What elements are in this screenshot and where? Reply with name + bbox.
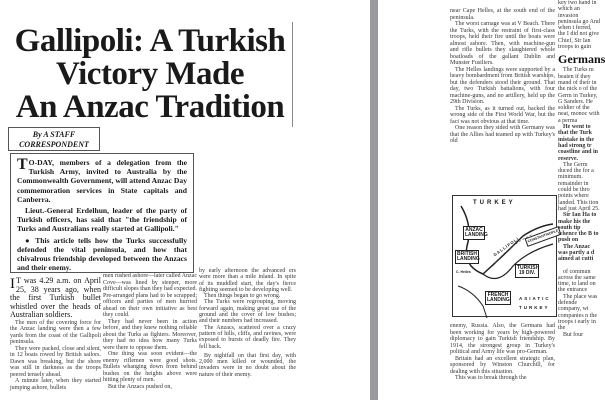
headline-line: An Anzac Tradition [15, 89, 285, 125]
paragraph: One thing was soon evident—the enemy riflemen were good shots. Bullets whanging down from behind bushes on the heights above were hitting plenty of men. [103, 351, 197, 383]
paragraph: But the Anzacs pushed on, [108, 383, 172, 390]
map-label: ASIATIC TURKEY [519, 296, 551, 310]
paragraph: The Anzac was partly a d aimed at cutti [558, 243, 595, 263]
page-divider-scrollbar[interactable] [370, 0, 378, 400]
intro-paragraph: O-DAY, members of a delegation from the Turkish Army, invited to Australia by the Commonwealth Government, will attend Anzac Day commemoration services in State capitals and Canberra. [17, 158, 187, 204]
paragraph: by early afternoon the advanced ers were more than a mile inland. In spite of its muddled start, the day's fierce fighting seemed to be developing well. [199, 268, 296, 293]
paragraph: The Turks were regrouping, moving forward again, making great use of the ground and the cover of low bushes; and their numbers had increased. [199, 299, 296, 325]
paragraph: men rushed ashore—later called Anzac Cove—was lined by steeper, more difficult slopes than they had expected. Pre-arranged plans had to be scrapped; officers and parties of men hurried ahead on their own initiative as best they could. [103, 273, 197, 318]
paragraph: One reason they sided with Germany was that the Allies had teamed up with Turkey's old [450, 125, 555, 144]
intro-paragraph: Lieut.-General Erdelhun, leader of the party of Turkish officers, has said that "the friendship of Turks and Australians really started at Gallipoli." [17, 206, 187, 234]
intro-box [10, 153, 194, 273]
right-column-1-continued [450, 323, 555, 382]
byline [8, 127, 100, 151]
paragraph: He went to that the Turk mistake in the had strong tr coastline and in reserve. [558, 124, 599, 162]
subheading: Germans [558, 52, 605, 67]
paragraph: near Cape Helles, at the south end of the peninsula. [450, 8, 555, 21]
map-label: C. Helles [456, 270, 471, 274]
map-label: ANZAC LANDING [465, 227, 488, 238]
paragraph: Then things began to go wrong. [204, 293, 281, 300]
gallipoli-map [452, 195, 557, 317]
paragraph: Britain had an excellent strategic plan, sponsored by Winston Churchill, for dealing with this situation. [450, 355, 555, 375]
article-column-3 [199, 268, 296, 378]
paragraph: The men of the covering force for the Anzac landing were then a few yards from the coast of the Gallipoli peninsula. [10, 319, 101, 346]
intro-paragraph: ● This article tells how the Turks successfully defended the vital peninsula, and how that chivalrous friendship developed between the Anzacs and their enemy. [17, 235, 187, 273]
paragraph: Sir Ian Ha to make his the south tip whence the B to push on [558, 212, 599, 244]
article-column-2 [103, 273, 197, 390]
map-label: FRENCH LANDING [487, 292, 510, 303]
byline-line: By A STAFF [32, 130, 76, 139]
map-label: BRITISH LANDING [457, 251, 480, 262]
headline-line: Gallipoli: A Turkish [14, 23, 286, 59]
right-column-2 [558, 0, 605, 338]
paragraph: By nightfall on that first day, with 2,000 men killed or wounded, the invaders were in no doubt about the nature of their enemy. [199, 352, 296, 378]
article-headline [8, 22, 293, 127]
paragraph: The Germ duced the for a minimum. remainder in could be thro points where landed. This tion had just April 25. [558, 161, 600, 212]
map-label: CONSTANTINOPLE [525, 226, 562, 247]
headline-line: Victory Made [56, 56, 244, 92]
drop-cap: T [17, 156, 28, 173]
paragraph: This was to break through the [455, 375, 527, 381]
paragraph: They were packed, close and silent, in 12 boats rowed by British sailors. Dawn was breaking, but the shore was still in darkness as the troops peered tensely ahead. [10, 345, 101, 378]
paragraph: The Turks, as it turned out, backed the wrong side of the First World War, but the fact was not obvious at that time. [450, 105, 555, 125]
paragraph: of commun across the same time, to land on the entrance [558, 268, 596, 294]
paragraph: enemy, Russia. Also, the Germans had been working for years by high-powered diplomacy to gain Turkish friendship. By 1914, the strongest group in Turkey's political and Army life was pro-German. [450, 323, 555, 355]
paragraph: The Turks m beaten if they mand of their in the nick o of the Germ in Turkey, G Sanders. He soldier of the neat, monoc with a perma [558, 67, 600, 124]
article-column-1 [10, 277, 101, 391]
map-label: TURKISH 19 DIV. [517, 265, 540, 276]
map-label: GALLIPOLI [492, 235, 521, 258]
paragraph: The place was defende company, wi companies n the troops t early in the [558, 293, 598, 332]
paragraph: They had never been in action before, and they knew nothing reliable about the Turks as fighters. Moreover, they had no idea how many Turks were there to oppose them. [103, 318, 197, 351]
drop-cap: I [10, 276, 15, 292]
paragraph: The Anzacs, scattered over a crazy pattern of hills, cliffs, and ravines, were exposed to bursts of deadly fire. They fell back. [199, 324, 296, 350]
lead-paragraph: T was 4.29 a.m. on April 25, 38 years ago, when the first Turkish bullet whistled over the heads of Australian soldiers. [10, 276, 101, 320]
paragraph: key two hand in which an invasion peninsula go And when t ferred, the I did not give Chief, Sir Ian troops to gain [558, 0, 600, 51]
paragraph: The worst carnage was at V Beach. There the Turks, with the restraint of first-class troops, held their fire until the boats were almost ashore. Then, with machine-gun and rifle bullets they slaughtered whole boatloads of the gallant Dublin and Munster Fusiliers. [450, 21, 555, 66]
map-title: TURKEY [473, 200, 516, 206]
paragraph: The Helles landings were supported by a heavy bombardment from British warships, but the defenders stood their ground. That day, two Turkish battalions, with four machine-guns, and no artillery, held up the 29th Division. [450, 66, 555, 105]
byline-line: CORRESPONDENT [19, 140, 89, 149]
paragraph: But four [563, 331, 584, 338]
right-column-1 [450, 8, 555, 145]
paragraph: A minute later, when they started jumping ashore, bullets [10, 378, 101, 391]
